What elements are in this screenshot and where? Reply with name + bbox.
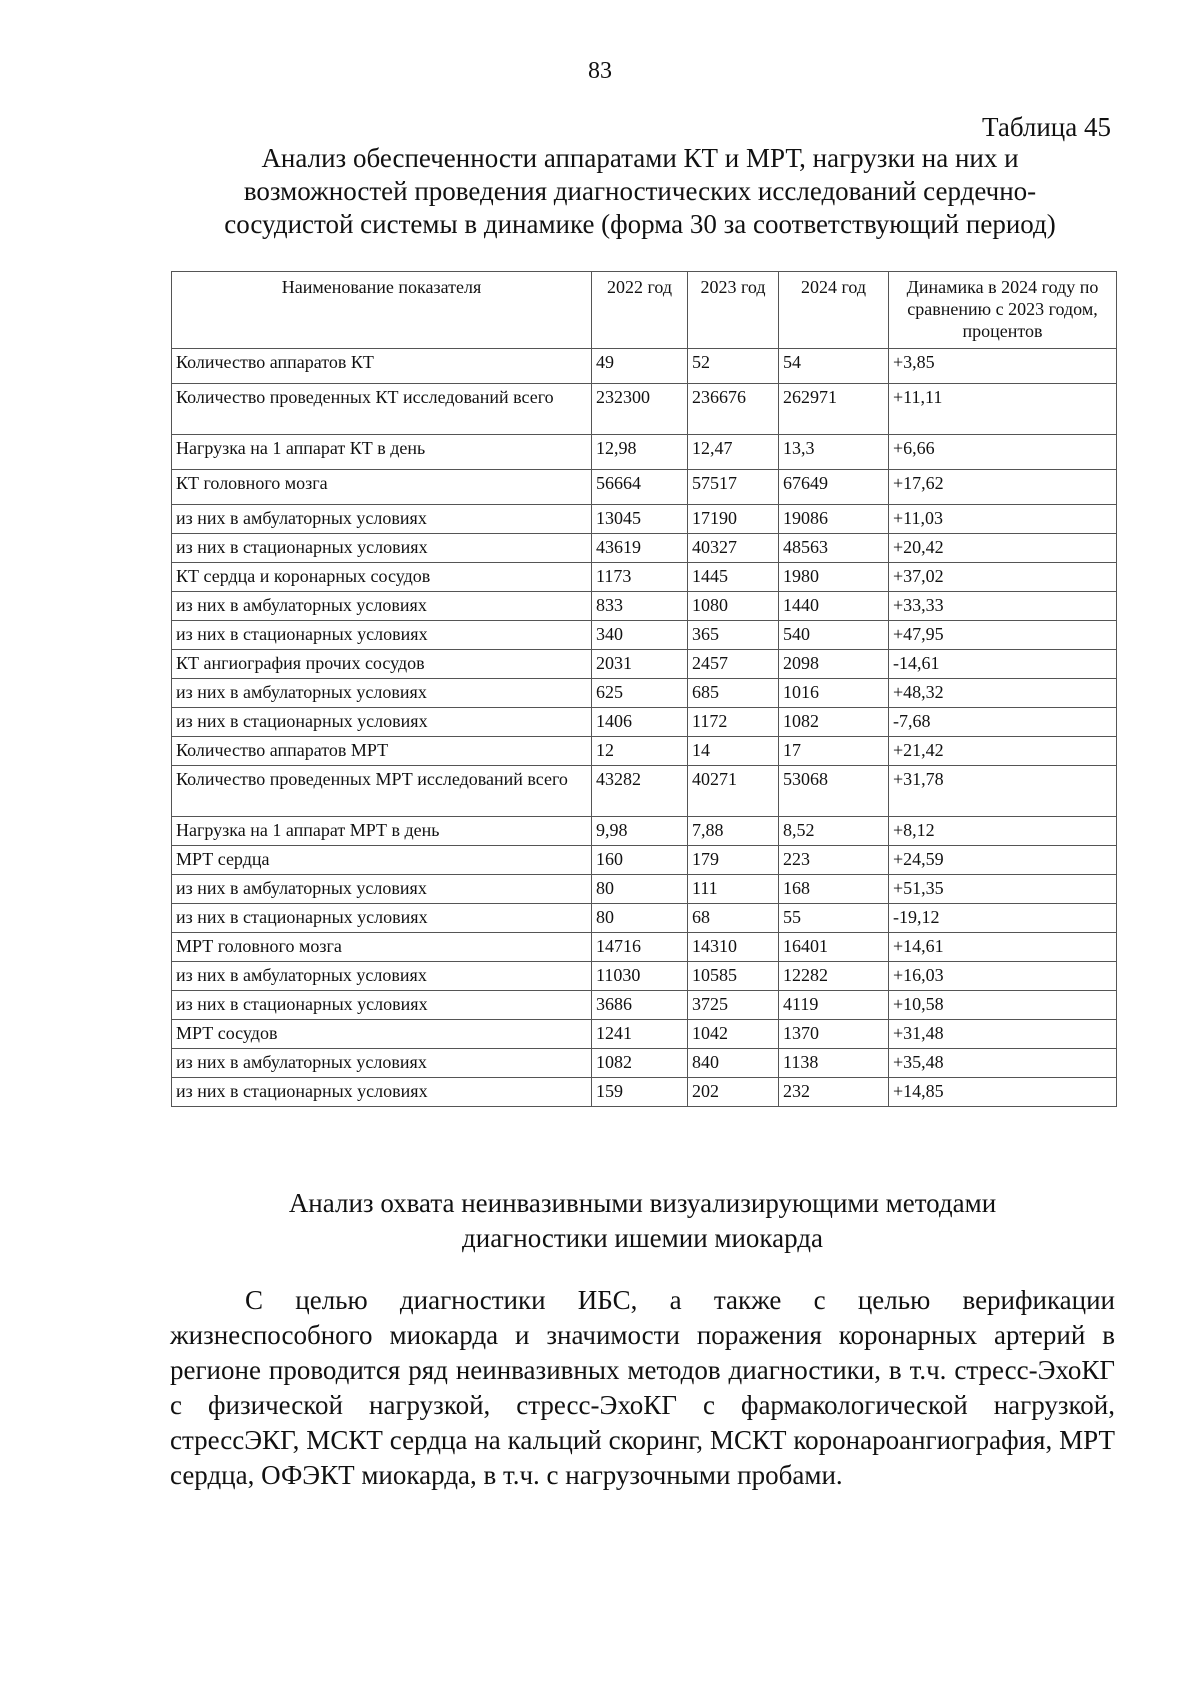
table-cell-indicator: Количество аппаратов КТ	[172, 349, 592, 384]
table-cell-indicator: Нагрузка на 1 аппарат МРТ в день	[172, 817, 592, 846]
table-cell-value: 57517	[688, 470, 779, 505]
table-cell-value: 1016	[779, 679, 889, 708]
table-cell-value: 1080	[688, 592, 779, 621]
table-cell-value: +16,03	[889, 962, 1117, 991]
section-title	[170, 1186, 1115, 1256]
table-cell-value: 14310	[688, 933, 779, 962]
table-cell-value: 3725	[688, 991, 779, 1020]
table-cell-value: 17	[779, 737, 889, 766]
table-row	[172, 904, 1117, 933]
table-cell-indicator: Количество проведенных КТ исследований всего	[172, 384, 592, 435]
table-cell-indicator: из них в стационарных условиях	[172, 904, 592, 933]
table-cell-value: 1980	[779, 563, 889, 592]
table-cell-value: 43282	[592, 766, 688, 817]
table-cell-value: 13045	[592, 505, 688, 534]
table-cell-indicator: МРТ головного мозга	[172, 933, 592, 962]
table-cell-value: +51,35	[889, 875, 1117, 904]
table-row	[172, 563, 1117, 592]
table-cell-value: 202	[688, 1078, 779, 1107]
table-cell-value: +31,48	[889, 1020, 1117, 1049]
table-cell-value: +17,62	[889, 470, 1117, 505]
table-cell-value: +47,95	[889, 621, 1117, 650]
table-title-line: возможностей проведения диагностических исследований сердечно-	[243, 176, 1037, 206]
table-cell-value: 2098	[779, 650, 889, 679]
data-table	[171, 271, 1117, 1107]
table-cell-value: 232	[779, 1078, 889, 1107]
table-cell-indicator: Нагрузка на 1 аппарат КТ в день	[172, 435, 592, 470]
table-cell-value: 223	[779, 846, 889, 875]
table-cell-value: 14	[688, 737, 779, 766]
table-row	[172, 1049, 1117, 1078]
table-cell-indicator: МРТ сердца	[172, 846, 592, 875]
table-row	[172, 505, 1117, 534]
table-cell-value: +10,58	[889, 991, 1117, 1020]
table-cell-value: 12,47	[688, 435, 779, 470]
table-cell-value: 43619	[592, 534, 688, 563]
table-cell-value: 12,98	[592, 435, 688, 470]
table-cell-value: 1241	[592, 1020, 688, 1049]
table-cell-value: +11,11	[889, 384, 1117, 435]
table-cell-value: 685	[688, 679, 779, 708]
table-row	[172, 384, 1117, 435]
table-cell-value: 9,98	[592, 817, 688, 846]
table-cell-value: +48,32	[889, 679, 1117, 708]
body-paragraph: С целью диагностики ИБС, а также с целью верификации жизнеспособного миокарда и значимости поражения коронарных артерий в регионе проводится ряд неинвазивных методов диагностики, в т.ч. стресс-ЭхоКГ с физической нагрузкой, стресс-ЭхоКГ с фармакологической нагрузкой, стрессЭКГ, МСКТ сердца на кальций скоринг, МСКТ коронароангиография, МРТ сердца, ОФЭКТ миокарда, в т.ч. с нагрузочными пробами.	[170, 1285, 1115, 1490]
column-header-2023: 2023 год	[688, 272, 779, 349]
table-cell-value: +14,85	[889, 1078, 1117, 1107]
page-number: 83	[588, 58, 612, 84]
table-title	[170, 142, 1110, 241]
table-cell-indicator: из них в амбулаторных условиях	[172, 1049, 592, 1078]
table-cell-value: 4119	[779, 991, 889, 1020]
table-cell-value: 68	[688, 904, 779, 933]
table-cell-value: 2031	[592, 650, 688, 679]
table-row	[172, 817, 1117, 846]
table-cell-value: +20,42	[889, 534, 1117, 563]
table-cell-value: +3,85	[889, 349, 1117, 384]
table-cell-value: 1173	[592, 563, 688, 592]
table-cell-value: +21,42	[889, 737, 1117, 766]
table-cell-value: 1406	[592, 708, 688, 737]
table-cell-value: 159	[592, 1078, 688, 1107]
table-label: Таблица 45	[982, 112, 1111, 142]
section-title-line: диагностики ишемии миокарда	[462, 1223, 823, 1253]
table-cell-value: 12282	[779, 962, 889, 991]
table-cell-value: 11030	[592, 962, 688, 991]
table-cell-indicator: из них в амбулаторных условиях	[172, 505, 592, 534]
table-cell-value: 262971	[779, 384, 889, 435]
table-cell-value: 1082	[779, 708, 889, 737]
table-cell-indicator: из них в амбулаторных условиях	[172, 875, 592, 904]
section-title-line: Анализ охвата неинвазивными визуализирующими методами	[288, 1188, 997, 1218]
table-cell-value: 14716	[592, 933, 688, 962]
table-cell-value: 1445	[688, 563, 779, 592]
table-cell-value: 40271	[688, 766, 779, 817]
column-header-dynamics: Динамика в 2024 году по сравнению с 2023 годом, процентов	[889, 272, 1117, 349]
table-cell-value: 840	[688, 1049, 779, 1078]
table-cell-value: 232300	[592, 384, 688, 435]
table-row	[172, 349, 1117, 384]
table-title-line: сосудистой системы в динамике (форма 30 за соответствующий период)	[224, 209, 1056, 239]
column-header-2022: 2022 год	[592, 272, 688, 349]
table-cell-value: 12	[592, 737, 688, 766]
table-cell-indicator: КТ сердца и коронарных сосудов	[172, 563, 592, 592]
table-cell-indicator: КТ головного мозга	[172, 470, 592, 505]
column-header-2024: 2024 год	[779, 272, 889, 349]
table-cell-value: 1440	[779, 592, 889, 621]
table-cell-value: -14,61	[889, 650, 1117, 679]
table-row	[172, 875, 1117, 904]
table-cell-value: +8,12	[889, 817, 1117, 846]
table-header-row	[172, 272, 1117, 349]
table-cell-value: 40327	[688, 534, 779, 563]
table-cell-value: 2457	[688, 650, 779, 679]
table-cell-indicator: из них в стационарных условиях	[172, 708, 592, 737]
table-cell-value: 55	[779, 904, 889, 933]
table-cell-value: 8,52	[779, 817, 889, 846]
table-row	[172, 766, 1117, 817]
table-cell-value: -19,12	[889, 904, 1117, 933]
table-cell-value: 111	[688, 875, 779, 904]
table-cell-value: +6,66	[889, 435, 1117, 470]
table-cell-value: 365	[688, 621, 779, 650]
table-row	[172, 708, 1117, 737]
table-cell-value: 3686	[592, 991, 688, 1020]
table-cell-value: 1172	[688, 708, 779, 737]
table-cell-value: 7,88	[688, 817, 779, 846]
table-cell-value: 179	[688, 846, 779, 875]
table-row	[172, 592, 1117, 621]
table-cell-value: 56664	[592, 470, 688, 505]
table-cell-value: 833	[592, 592, 688, 621]
table-cell-value: 168	[779, 875, 889, 904]
table-cell-indicator: из них в стационарных условиях	[172, 1078, 592, 1107]
table-row	[172, 534, 1117, 563]
table-row	[172, 650, 1117, 679]
table-cell-value: 1138	[779, 1049, 889, 1078]
table-cell-indicator: из них в стационарных условиях	[172, 991, 592, 1020]
table-row	[172, 435, 1117, 470]
table-cell-indicator: МРТ сосудов	[172, 1020, 592, 1049]
table-row	[172, 933, 1117, 962]
table-cell-value: 48563	[779, 534, 889, 563]
table-cell-value: 13,3	[779, 435, 889, 470]
table-cell-value: 54	[779, 349, 889, 384]
table-cell-value: 67649	[779, 470, 889, 505]
table-cell-value: 540	[779, 621, 889, 650]
table-cell-value: +31,78	[889, 766, 1117, 817]
table-cell-value: 17190	[688, 505, 779, 534]
table-row	[172, 470, 1117, 505]
table-cell-value: 80	[592, 875, 688, 904]
table-cell-value: 19086	[779, 505, 889, 534]
table-cell-value: 49	[592, 349, 688, 384]
table-cell-value: 1370	[779, 1020, 889, 1049]
table-title-line: Анализ обеспеченности аппаратами КТ и МРТ, нагрузки на них и	[261, 143, 1019, 173]
table-cell-value: 236676	[688, 384, 779, 435]
table-cell-indicator: из них в амбулаторных условиях	[172, 962, 592, 991]
table-cell-value: +14,61	[889, 933, 1117, 962]
table-cell-value: +35,48	[889, 1049, 1117, 1078]
table-row	[172, 962, 1117, 991]
table-row	[172, 679, 1117, 708]
table-row	[172, 846, 1117, 875]
table-body	[172, 349, 1117, 1107]
table-cell-value: 53068	[779, 766, 889, 817]
table-cell-value: +33,33	[889, 592, 1117, 621]
table-cell-indicator: из них в стационарных условиях	[172, 534, 592, 563]
table-cell-indicator: из них в амбулаторных условиях	[172, 679, 592, 708]
table-cell-value: 1042	[688, 1020, 779, 1049]
table-cell-value: 80	[592, 904, 688, 933]
table-cell-value: 52	[688, 349, 779, 384]
table-row	[172, 621, 1117, 650]
table-cell-value: +37,02	[889, 563, 1117, 592]
table-cell-indicator: из них в стационарных условиях	[172, 621, 592, 650]
table-cell-value: +24,59	[889, 846, 1117, 875]
table-cell-value: -7,68	[889, 708, 1117, 737]
table-row	[172, 737, 1117, 766]
table-cell-value: 340	[592, 621, 688, 650]
table-cell-value: +11,03	[889, 505, 1117, 534]
table-row	[172, 1078, 1117, 1107]
table-cell-value: 1082	[592, 1049, 688, 1078]
table-cell-indicator: из них в амбулаторных условиях	[172, 592, 592, 621]
table-row	[172, 1020, 1117, 1049]
table-cell-value: 16401	[779, 933, 889, 962]
table-cell-value: 10585	[688, 962, 779, 991]
table-cell-indicator: КТ ангиография прочих сосудов	[172, 650, 592, 679]
table-cell-value: 625	[592, 679, 688, 708]
column-header-indicator: Наименование показателя	[172, 272, 592, 349]
table-row	[172, 991, 1117, 1020]
table-cell-indicator: Количество проведенных МРТ исследований всего	[172, 766, 592, 817]
table-cell-value: 160	[592, 846, 688, 875]
table-cell-indicator: Количество аппаратов МРТ	[172, 737, 592, 766]
